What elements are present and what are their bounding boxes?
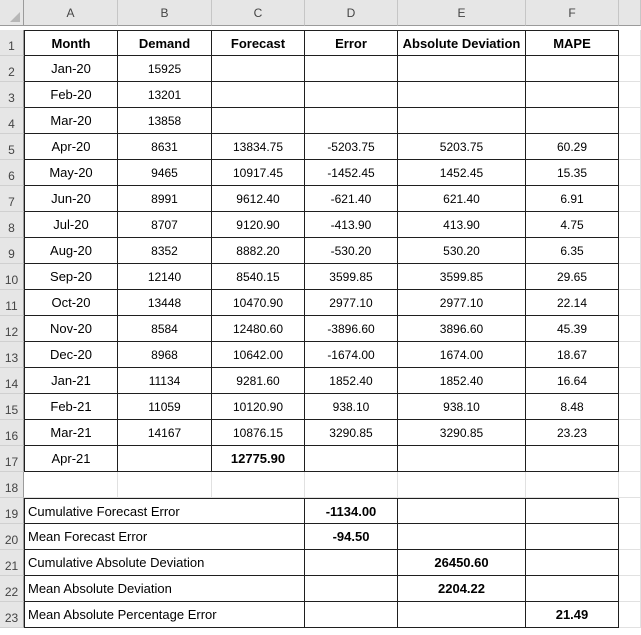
table-cell-forecast[interactable] bbox=[212, 56, 305, 82]
table-cell-abs-dev[interactable]: 1674.00 bbox=[398, 342, 526, 368]
table-cell-abs-dev[interactable]: 2977.10 bbox=[398, 290, 526, 316]
table-cell-month[interactable]: Aug-20 bbox=[24, 238, 118, 264]
table-cell-error[interactable] bbox=[305, 56, 398, 82]
table-cell-abs-dev[interactable]: 413.90 bbox=[398, 212, 526, 238]
summary-error-cell[interactable]: -1134.00 bbox=[305, 498, 398, 524]
row-header-6[interactable]: 6 bbox=[0, 160, 24, 186]
table-cell-mape[interactable]: 6.35 bbox=[526, 238, 619, 264]
column-header-filler bbox=[619, 0, 641, 26]
table-cell-demand[interactable]: 13858 bbox=[118, 108, 212, 134]
row-header-7[interactable]: 7 bbox=[0, 186, 24, 212]
row-header-18[interactable]: 18 bbox=[0, 472, 24, 498]
table-cell-month[interactable]: Mar-21 bbox=[24, 420, 118, 446]
table-cell-abs-dev[interactable]: 3290.85 bbox=[398, 420, 526, 446]
filler-cell bbox=[619, 108, 641, 134]
table-cell-abs-dev[interactable]: 938.10 bbox=[398, 394, 526, 420]
table-cell-demand[interactable] bbox=[118, 446, 212, 472]
table-cell-abs-dev[interactable] bbox=[398, 108, 526, 134]
filler-cell bbox=[619, 212, 641, 238]
table-cell-forecast[interactable]: 12775.90 bbox=[212, 446, 305, 472]
row-header-9[interactable]: 9 bbox=[0, 238, 24, 264]
table-cell-demand[interactable]: 14167 bbox=[118, 420, 212, 446]
table-cell-month[interactable]: Mar-20 bbox=[24, 108, 118, 134]
summary-mape-cell[interactable]: 21.49 bbox=[526, 602, 619, 628]
table-cell-error[interactable]: -413.90 bbox=[305, 212, 398, 238]
filler-cell bbox=[619, 472, 641, 498]
table-cell-error[interactable]: 2977.10 bbox=[305, 290, 398, 316]
table-cell-forecast[interactable]: 9120.90 bbox=[212, 212, 305, 238]
summary-mape-cell[interactable] bbox=[526, 498, 619, 524]
row-header-12[interactable]: 12 bbox=[0, 316, 24, 342]
table-cell-error[interactable]: -3896.60 bbox=[305, 316, 398, 342]
empty-cell[interactable] bbox=[118, 472, 212, 498]
row-header-2[interactable]: 2 bbox=[0, 56, 24, 82]
table-cell-error[interactable] bbox=[305, 108, 398, 134]
filler-cell bbox=[619, 498, 641, 524]
row-header-15[interactable]: 15 bbox=[0, 394, 24, 420]
row-header-16[interactable]: 16 bbox=[0, 420, 24, 446]
table-cell-mape[interactable] bbox=[526, 56, 619, 82]
filler-cell bbox=[619, 264, 641, 290]
table-cell-forecast[interactable]: 10120.90 bbox=[212, 394, 305, 420]
table-cell-error[interactable]: 1852.40 bbox=[305, 368, 398, 394]
table-header-forecast[interactable]: Forecast bbox=[212, 30, 305, 56]
table-cell-abs-dev[interactable]: 530.20 bbox=[398, 238, 526, 264]
table-header-abs-dev[interactable]: Absolute Deviation bbox=[398, 30, 526, 56]
table-cell-abs-dev[interactable]: 1852.40 bbox=[398, 368, 526, 394]
summary-abs-dev-cell[interactable] bbox=[398, 602, 526, 628]
table-cell-error[interactable]: -1452.45 bbox=[305, 160, 398, 186]
summary-abs-dev-cell[interactable]: 26450.60 bbox=[398, 550, 526, 576]
table-cell-mape[interactable]: 15.35 bbox=[526, 160, 619, 186]
row-header-1[interactable]: 1 bbox=[0, 30, 24, 56]
filler-cell bbox=[619, 316, 641, 342]
filler-cell bbox=[619, 394, 641, 420]
table-cell-demand[interactable]: 9465 bbox=[118, 160, 212, 186]
table-cell-mape[interactable]: 45.39 bbox=[526, 316, 619, 342]
filler-cell bbox=[619, 238, 641, 264]
row-header-13[interactable]: 13 bbox=[0, 342, 24, 368]
empty-cell[interactable] bbox=[212, 472, 305, 498]
table-cell-demand[interactable]: 8707 bbox=[118, 212, 212, 238]
select-all-triangle-icon bbox=[10, 12, 20, 22]
row-header-21[interactable]: 21 bbox=[0, 550, 24, 576]
column-header-a[interactable]: A bbox=[24, 0, 118, 26]
table-cell-month[interactable]: Sep-20 bbox=[24, 264, 118, 290]
table-cell-demand[interactable]: 13448 bbox=[118, 290, 212, 316]
filler-cell bbox=[619, 160, 641, 186]
summary-mape-cell[interactable] bbox=[526, 524, 619, 550]
table-cell-abs-dev[interactable]: 621.40 bbox=[398, 186, 526, 212]
table-cell-error[interactable]: 3290.85 bbox=[305, 420, 398, 446]
filler-cell bbox=[619, 420, 641, 446]
table-cell-error[interactable] bbox=[305, 446, 398, 472]
column-header-f[interactable]: F bbox=[526, 0, 619, 26]
table-cell-error[interactable]: -1674.00 bbox=[305, 342, 398, 368]
table-cell-mape[interactable] bbox=[526, 108, 619, 134]
table-cell-forecast[interactable]: 10876.15 bbox=[212, 420, 305, 446]
summary-label: Mean Forecast Error bbox=[24, 524, 305, 550]
table-cell-demand[interactable]: 11134 bbox=[118, 368, 212, 394]
table-cell-forecast[interactable]: 8540.15 bbox=[212, 264, 305, 290]
table-cell-error[interactable]: -530.20 bbox=[305, 238, 398, 264]
table-cell-abs-dev[interactable] bbox=[398, 56, 526, 82]
summary-mape-cell[interactable] bbox=[526, 550, 619, 576]
filler-cell bbox=[619, 446, 641, 472]
summary-abs-dev-cell[interactable] bbox=[398, 524, 526, 550]
table-cell-mape[interactable]: 4.75 bbox=[526, 212, 619, 238]
table-cell-month[interactable]: Oct-20 bbox=[24, 290, 118, 316]
table-cell-month[interactable]: Jan-20 bbox=[24, 56, 118, 82]
empty-cell[interactable] bbox=[398, 472, 526, 498]
row-header-11[interactable]: 11 bbox=[0, 290, 24, 316]
table-cell-month[interactable]: Jan-21 bbox=[24, 368, 118, 394]
table-cell-forecast[interactable]: 9281.60 bbox=[212, 368, 305, 394]
table-cell-mape[interactable] bbox=[526, 446, 619, 472]
column-header-c[interactable]: C bbox=[212, 0, 305, 26]
table-cell-forecast[interactable] bbox=[212, 82, 305, 108]
table-cell-demand[interactable]: 8631 bbox=[118, 134, 212, 160]
filler-cell bbox=[619, 30, 641, 56]
table-cell-mape[interactable] bbox=[526, 82, 619, 108]
table-cell-error[interactable]: -5203.75 bbox=[305, 134, 398, 160]
row-header-22[interactable]: 22 bbox=[0, 576, 24, 602]
row-header-17[interactable]: 17 bbox=[0, 446, 24, 472]
table-cell-abs-dev[interactable]: 3896.60 bbox=[398, 316, 526, 342]
table-cell-demand[interactable]: 15925 bbox=[118, 56, 212, 82]
table-cell-month[interactable]: Feb-20 bbox=[24, 82, 118, 108]
empty-cell[interactable] bbox=[305, 472, 398, 498]
table-cell-demand[interactable]: 8584 bbox=[118, 316, 212, 342]
table-cell-month[interactable]: Nov-20 bbox=[24, 316, 118, 342]
table-cell-mape[interactable]: 22.14 bbox=[526, 290, 619, 316]
filler-cell bbox=[619, 368, 641, 394]
row-header-20[interactable]: 20 bbox=[0, 524, 24, 550]
table-cell-month[interactable]: Dec-20 bbox=[24, 342, 118, 368]
table-cell-demand[interactable]: 12140 bbox=[118, 264, 212, 290]
table-cell-forecast[interactable]: 13834.75 bbox=[212, 134, 305, 160]
summary-label: Cumulative Forecast Error bbox=[24, 498, 305, 524]
table-cell-mape[interactable]: 18.67 bbox=[526, 342, 619, 368]
summary-label: Mean Absolute Percentage Error bbox=[24, 602, 305, 628]
table-cell-demand[interactable]: 8968 bbox=[118, 342, 212, 368]
filler-cell bbox=[619, 576, 641, 602]
table-cell-month[interactable]: Feb-21 bbox=[24, 394, 118, 420]
table-cell-mape[interactable]: 23.23 bbox=[526, 420, 619, 446]
filler-cell bbox=[619, 342, 641, 368]
filler-cell bbox=[619, 550, 641, 576]
filler-cell bbox=[619, 602, 641, 628]
table-cell-forecast[interactable]: 10917.45 bbox=[212, 160, 305, 186]
filler-cell bbox=[619, 56, 641, 82]
table-cell-month[interactable]: May-20 bbox=[24, 160, 118, 186]
table-cell-month[interactable]: Apr-20 bbox=[24, 134, 118, 160]
table-cell-mape[interactable]: 6.91 bbox=[526, 186, 619, 212]
table-cell-demand[interactable]: 13201 bbox=[118, 82, 212, 108]
table-cell-demand[interactable]: 11059 bbox=[118, 394, 212, 420]
summary-error-cell[interactable]: -94.50 bbox=[305, 524, 398, 550]
row-header-23[interactable]: 23 bbox=[0, 602, 24, 628]
table-cell-abs-dev[interactable]: 1452.45 bbox=[398, 160, 526, 186]
table-cell-forecast[interactable]: 12480.60 bbox=[212, 316, 305, 342]
summary-mape-cell[interactable] bbox=[526, 576, 619, 602]
summary-error-cell[interactable] bbox=[305, 550, 398, 576]
summary-error-cell[interactable] bbox=[305, 602, 398, 628]
filler-cell bbox=[619, 290, 641, 316]
filler-cell bbox=[619, 134, 641, 160]
summary-abs-dev-cell[interactable] bbox=[398, 498, 526, 524]
row-header-14[interactable]: 14 bbox=[0, 368, 24, 394]
table-cell-month[interactable]: Jun-20 bbox=[24, 186, 118, 212]
table-header-demand[interactable]: Demand bbox=[118, 30, 212, 56]
table-header-mape[interactable]: MAPE bbox=[526, 30, 619, 56]
column-header-d[interactable]: D bbox=[305, 0, 398, 26]
table-cell-abs-dev[interactable] bbox=[398, 446, 526, 472]
row-header-5[interactable]: 5 bbox=[0, 134, 24, 160]
table-cell-error[interactable]: -621.40 bbox=[305, 186, 398, 212]
summary-label: Cumulative Absolute Deviation bbox=[24, 550, 305, 576]
table-cell-demand[interactable]: 8352 bbox=[118, 238, 212, 264]
select-all-corner[interactable] bbox=[0, 0, 24, 26]
table-cell-forecast[interactable]: 10470.90 bbox=[212, 290, 305, 316]
filler-cell bbox=[619, 82, 641, 108]
row-header-3[interactable]: 3 bbox=[0, 82, 24, 108]
table-cell-error[interactable]: 3599.85 bbox=[305, 264, 398, 290]
filler-cell bbox=[619, 524, 641, 550]
row-header-19[interactable]: 19 bbox=[0, 498, 24, 524]
table-cell-forecast[interactable]: 10642.00 bbox=[212, 342, 305, 368]
row-header-8[interactable]: 8 bbox=[0, 212, 24, 238]
table-cell-abs-dev[interactable]: 5203.75 bbox=[398, 134, 526, 160]
table-cell-mape[interactable]: 16.64 bbox=[526, 368, 619, 394]
empty-cell[interactable] bbox=[24, 472, 118, 498]
table-cell-mape[interactable]: 29.65 bbox=[526, 264, 619, 290]
column-header-e[interactable]: E bbox=[398, 0, 526, 26]
table-cell-month[interactable]: Jul-20 bbox=[24, 212, 118, 238]
empty-cell[interactable] bbox=[526, 472, 619, 498]
table-header-month[interactable]: Month bbox=[24, 30, 118, 56]
column-header-b[interactable]: B bbox=[118, 0, 212, 26]
table-cell-abs-dev[interactable] bbox=[398, 82, 526, 108]
table-cell-forecast[interactable]: 9612.40 bbox=[212, 186, 305, 212]
table-cell-demand[interactable]: 8991 bbox=[118, 186, 212, 212]
row-header-10[interactable]: 10 bbox=[0, 264, 24, 290]
summary-abs-dev-cell[interactable]: 2204.22 bbox=[398, 576, 526, 602]
table-cell-error[interactable] bbox=[305, 82, 398, 108]
table-cell-forecast[interactable] bbox=[212, 108, 305, 134]
table-header-error[interactable]: Error bbox=[305, 30, 398, 56]
filler-cell bbox=[619, 186, 641, 212]
table-cell-error[interactable]: 938.10 bbox=[305, 394, 398, 420]
table-cell-mape[interactable]: 60.29 bbox=[526, 134, 619, 160]
table-cell-mape[interactable]: 8.48 bbox=[526, 394, 619, 420]
summary-error-cell[interactable] bbox=[305, 576, 398, 602]
summary-label: Mean Absolute Deviation bbox=[24, 576, 305, 602]
row-header-4[interactable]: 4 bbox=[0, 108, 24, 134]
table-cell-forecast[interactable]: 8882.20 bbox=[212, 238, 305, 264]
table-cell-month[interactable]: Apr-21 bbox=[24, 446, 118, 472]
table-cell-abs-dev[interactable]: 3599.85 bbox=[398, 264, 526, 290]
